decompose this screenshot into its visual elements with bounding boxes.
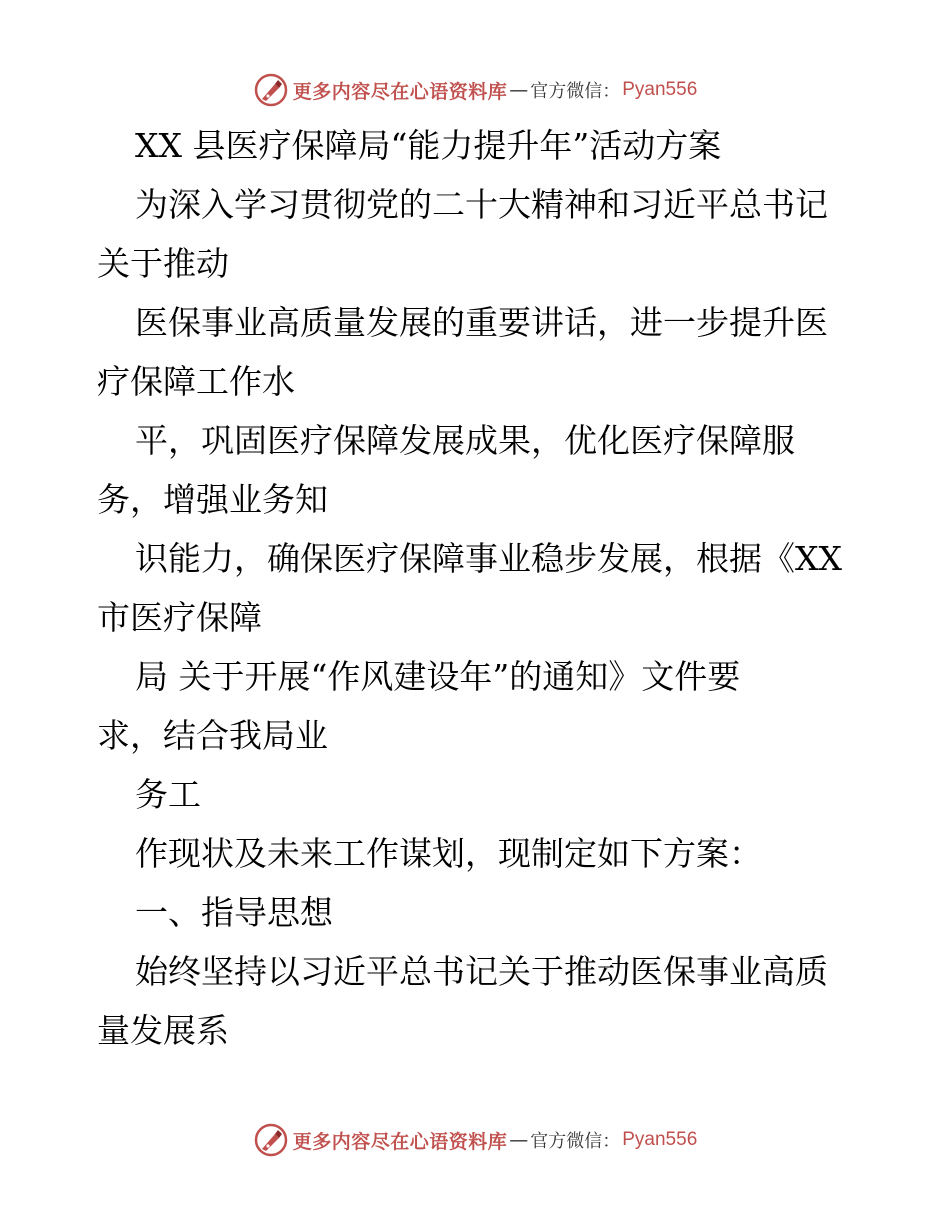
footer-banner (0, 1120, 950, 1160)
banner-dash: — (509, 79, 529, 101)
text-line: 始终坚持以习近平总书记关于推动医保事业高质 (135, 952, 828, 991)
document-body (97, 116, 867, 1060)
text-line: 为深入学习贯彻党的二十大精神和习近平总书记 (135, 185, 828, 224)
text-line: 平，巩固医疗保障发展成果，优化医疗保障服 (135, 421, 795, 460)
text-line: 疗保障工作水 (97, 362, 295, 401)
banner-wechat-id: Pyan556 (622, 1129, 698, 1150)
banner-dash: — (509, 1129, 529, 1151)
text-line: 量发展系 (97, 1011, 229, 1050)
text-line: 局 关于开展“作风建设年”的通知》文件要 (135, 657, 741, 696)
banner-text: 更多内容尽在心语资料库 (292, 1130, 508, 1153)
text-line: 务，增强业务知 (97, 480, 328, 519)
text-line: 市医疗保障 (97, 598, 262, 637)
banner-wechat-label: 官方微信： (530, 81, 621, 102)
text-line: 求，结合我局业 (97, 716, 328, 755)
pen-nib-logo-icon (253, 1122, 289, 1158)
footer-banner-content (253, 1120, 698, 1160)
text-line: 关于推动 (97, 244, 229, 283)
banner-wechat-id: Pyan556 (622, 79, 698, 100)
banner-text: 更多内容尽在心语资料库 (292, 80, 508, 103)
text-line: 作现状及未来工作谋划，现制定如下方案： (135, 834, 762, 873)
text-line: 医保事业高质量发展的重要讲话，进一步提升医 (135, 303, 828, 342)
document-title: XX 县医疗保障局“能力提升年”活动方案 (135, 126, 722, 165)
header-banner (0, 70, 950, 110)
pen-nib-logo-icon (253, 72, 289, 108)
banner-wechat-label: 官方微信： (530, 1131, 621, 1152)
header-banner-content (253, 70, 698, 110)
text-line: 识能力，确保医疗保障事业稳步发展，根据《XX (135, 539, 842, 578)
text-line: 务工 (135, 775, 201, 814)
section-heading: 一、指导思想 (135, 893, 333, 932)
